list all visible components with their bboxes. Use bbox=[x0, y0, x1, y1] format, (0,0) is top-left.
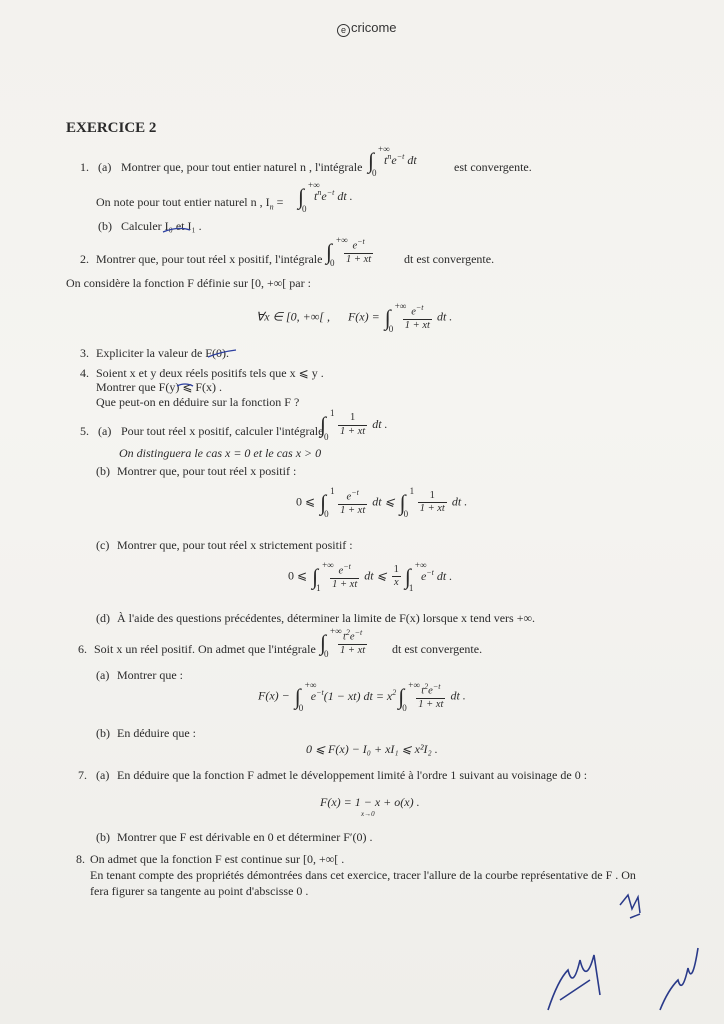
q1b-label: (b) bbox=[98, 219, 112, 233]
q6-text: Soit x un réel positif. On admet que l'intégrale bbox=[94, 642, 316, 656]
logo-mark: e bbox=[337, 24, 350, 37]
q5c-text: Montrer que, pour tout réel x strictement positif : bbox=[117, 538, 353, 552]
q5b-inequality: 0 ⩽ ∫ 1 0 $\frac{e^{-t}}{1 + xt}$ dt ⩽ ∫ 1 0 $\frac{1}{1 + xt}$ dt . bbox=[296, 485, 468, 520]
q5d-label: (d) bbox=[96, 611, 110, 625]
q1-number: 1. bbox=[80, 160, 89, 174]
q5-number: 5. bbox=[80, 424, 89, 438]
q7a-label: (a) bbox=[96, 768, 110, 782]
q6-end: dt est convergente. bbox=[392, 642, 483, 656]
q6a-label: (a) bbox=[96, 668, 110, 682]
q1a-label: (a) bbox=[98, 160, 112, 174]
q6-integral: ∫ +∞ 0 $\frac{t^2e^{-t}}{1 + xt}$ bbox=[320, 625, 366, 660]
q7a-limit-sub: x→0 bbox=[361, 810, 375, 818]
q1b-text: Calculer I₀ et I₁ . bbox=[121, 219, 202, 233]
q2-number: 2. bbox=[80, 252, 89, 266]
q5b-text: Montrer que, pour tout réel x positif : bbox=[117, 464, 297, 478]
q5a-hint: On distinguera le cas x = 0 et le cas x > 0 bbox=[119, 446, 322, 460]
q7b-text: Montrer que F est dérivable en 0 et déterminer F′(0) . bbox=[117, 830, 373, 844]
q8-line1: On admet que la fonction F est continue sur [0, +∞[ . bbox=[90, 852, 345, 866]
q6b-text: En déduire que : bbox=[117, 726, 196, 740]
q1a-text: Montrer que, pour tout entier naturel n , l'intégrale bbox=[121, 160, 363, 174]
q5c-inequality: 0 ⩽ ∫ +∞ 1 $\frac{e^{-t}}{1 + xt}$ dt ⩽ $\frac{1}{x}$ ∫ +∞ 1 $e^{-t}$ dt . bbox=[288, 559, 453, 594]
q4-line1: Soient x et y deux réels positifs tels que x ⩽ y . bbox=[96, 366, 324, 380]
q5b-label: (b) bbox=[96, 464, 110, 478]
q7a-text: En déduire que la fonction F admet le développement limité à l'ordre 1 suivant au voisinage de 0 : bbox=[117, 768, 588, 782]
q6-number: 6. bbox=[78, 642, 87, 656]
q1a-integral: ∫ +∞ 0 $t^ne^{-t}$ dt bbox=[368, 144, 417, 178]
q1a-end: est convergente. bbox=[454, 160, 532, 174]
q8-line2: En tenant compte des propriétés démontrées dans cet exercice, tracer l'allure de la courbe représentative de F . On bbox=[90, 868, 636, 882]
q6a-text: Montrer que : bbox=[117, 668, 183, 682]
q6a-equation: F(x) − ∫ +∞ 0 $e^{-t}(1 - xt)$ dt = $x^2\int$ +∞ 0 $\frac{t^2e^{-t}}{1 + xt}$ dt . bbox=[258, 679, 466, 714]
exercise-title: EXERCICE 2 bbox=[66, 120, 157, 136]
q6b-label: (b) bbox=[96, 726, 110, 740]
q4-number: 4. bbox=[80, 366, 89, 380]
q2-end: dt est convergente. bbox=[404, 252, 495, 266]
q1-note: On note pour tout entier naturel n , $I_n$ = bbox=[96, 195, 284, 212]
q4-line3: Que peut-on en déduire sur la fonction F ? bbox=[96, 395, 300, 409]
definition-formula: ∀x ∈ [0, +∞[ , F(x) = ∫ +∞ 0 $\frac{e^{-t}}{1 + xt}$ dt . bbox=[256, 300, 453, 335]
q1-note-integral: ∫ +∞ 0 $t^ne^{-t}$ dt . bbox=[298, 180, 353, 214]
q3-number: 3. bbox=[80, 346, 89, 360]
q8-number: 8. bbox=[76, 852, 85, 866]
q6b-equation: 0 ⩽ F(x) − I₀ + xI₁ ⩽ x²I₂ . bbox=[306, 742, 438, 756]
q5c-label: (c) bbox=[96, 538, 110, 552]
q7b-label: (b) bbox=[96, 830, 110, 844]
q3-text: Expliciter la valeur de F(0). bbox=[96, 346, 229, 360]
q4-line2: Montrer que F(y) ⩽ F(x) . bbox=[96, 380, 223, 394]
logo: e cricome bbox=[337, 20, 397, 37]
q5a-integral: ∫ 1 0 $\frac{1}{1 + xt}$ dt . bbox=[320, 408, 388, 442]
q8-line3: fera figurer sa tangente au point d'abscisse 0 . bbox=[90, 884, 309, 898]
q5a-label: (a) bbox=[98, 424, 112, 438]
definition-text: On considère la fonction F définie sur [0, +∞[ par : bbox=[66, 276, 311, 290]
q7-number: 7. bbox=[78, 768, 87, 782]
q5d-text: À l'aide des questions précédentes, déterminer la limite de F(x) lorsque x tend vers +∞. bbox=[117, 611, 536, 625]
q2-integral: ∫ +∞ 0 $\frac{e^{-t}}{1 + xt}$ bbox=[326, 234, 372, 269]
q5a-text: Pour tout réel x positif, calculer l'intégrale bbox=[121, 424, 324, 438]
q7a-equation: F(x) = 1 − x + o(x) . bbox=[320, 795, 420, 809]
q2-text: Montrer que, pour tout réel x positif, l'intégrale bbox=[96, 252, 323, 266]
